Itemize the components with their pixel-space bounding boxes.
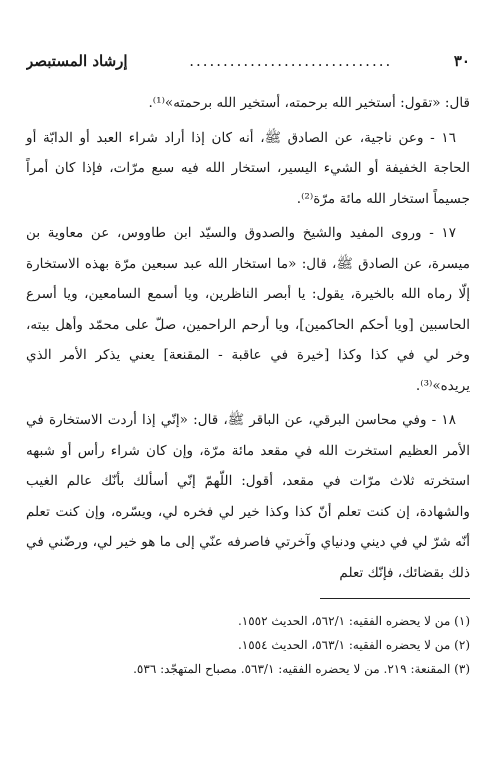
paragraph-18: ١٨ - وفي محاسن البرقي، عن الباقر ﷺ، قال: «إنّي إذا أردت الاستخارة في الأمر العظيم استخرت الله في مقعد مائة مرّة، وإن كان شراء رأس أو شبهه استخرته ثلاث مرّات في مقعد، أقول: اللّهمّ إنّي أسألك بأنّك عالم الغيب والشهادة، إن كنت تعلم أنّ كذا وكذا خير لي فخره لي، ويسّره، وإن كنت تعلم أنّه شرّ لي في ديني ودنياي وآخرتي فاصرفه عنّي إلى ما هو خير لي، ورضّني في ذلك بقضائك، فإنّك تعلم <box>26 412 470 581</box>
page-number: ٣٠ <box>453 52 470 70</box>
footnote-3: (٣) المقنعة: ٢١٩. من لا يحضره الفقيه: ٥٦٣/١. مصباح المتهجّد: ٥٣٦. <box>133 662 470 676</box>
footnote-divider <box>320 598 470 599</box>
paragraph-16: ١٦ - وعن ناجية، عن الصادق ﷺ، أنه كان إذا أراد شراء العبد أو الدابّة أو الحاجة الخفيفة أو الشيء اليسير، استخار الله فيه سبع مرّات، فإذا كان أمراً جسيماً استخار الله مائة مرّة⁽²⁾. <box>26 129 470 207</box>
paragraph-17: ١٧ - وروى المفيد والشيخ والصدوق والسيّد ابن طاووس، عن معاوية بن ميسرة، عن الصادق ﷺ، قال: «ما استخار الله عبد سبعين مرّة بهذه الاستخارة إلّا رماه الله بالخيرة، يقول: يا أبصر الناظرين، ويا أسمع السامعين، ويا أسرع الحاسبين [ويا أحكم الحاكمين]، ويا أرحم الراحمين، صلّ على محمّد وأهل بيته، وخر لي في كذا وكذا [خيرة في عاقبة - المقنعة] يعني يذكر الأمر الذي يريده»⁽³⁾. <box>26 225 470 394</box>
body-text <box>26 88 470 588</box>
running-header <box>26 52 470 74</box>
book-page <box>26 52 470 742</box>
book-title: إرشاد المستبصر <box>26 52 128 70</box>
header-leader-dots: .............................. <box>189 52 393 70</box>
footnote-2: (٢) من لا يحضره الفقيه: ٥٦٣/١، الحديث ١٥٥٤. <box>237 638 470 652</box>
footnote-1: (١) من لا يحضره الفقيه: ٥٦٢/١، الحديث ١٥٥٢. <box>237 614 470 628</box>
footnotes <box>26 609 470 681</box>
paragraph-continuation: قال: «تقول: أستخير الله برحمته، أستخير الله برحمته»⁽¹⁾. <box>148 95 470 111</box>
